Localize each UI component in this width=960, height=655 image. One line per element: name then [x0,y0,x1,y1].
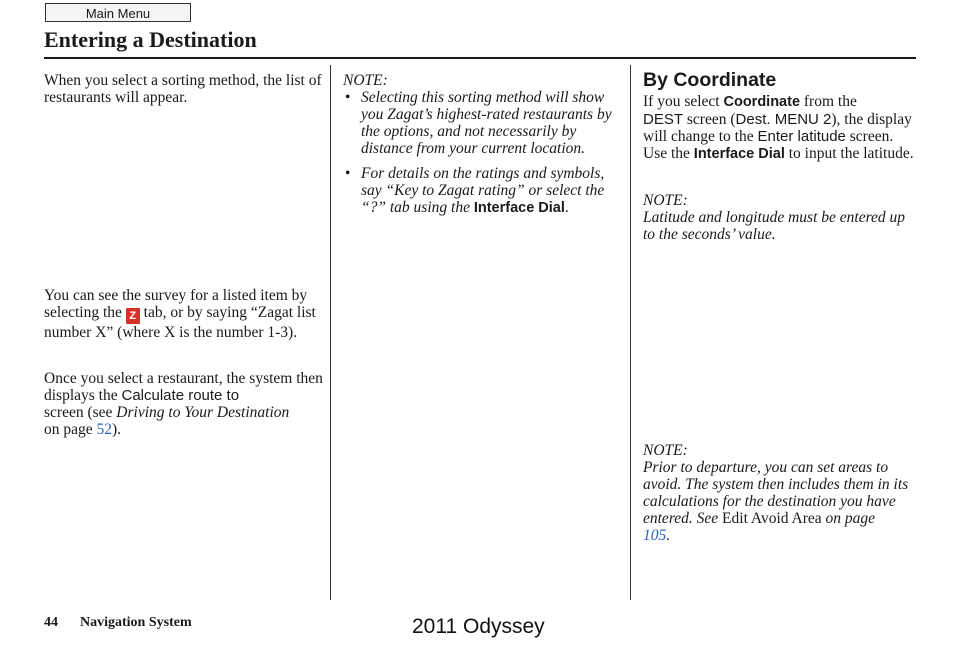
col3-note-1 [643,192,918,243]
col3-note-1-label: NOTE: [643,192,688,209]
calculate-route-label: Calculate route to [121,387,240,404]
column-divider-1 [330,65,331,600]
interface-dial-label-2: Interface Dial [693,146,785,162]
col1-paragraph-2: You can see the survey for a listed item by selecting the Z tab, or by saying “Zagat list number X” (where X is the number 1-3). [44,287,316,341]
footer-section: Navigation System [80,615,192,630]
col3-note-1-text: Latitude and longitude must be entered up to the seconds’ value. [643,209,906,243]
col3-note-2-label: NOTE: [643,442,688,459]
enter-latitude-label: Enter latitude [757,128,846,145]
col3-note-2: NOTE: Prior to departure, you can set areas to avoid. The system then includes them in its calculations for the destination you have entered. See Edit Avoid Area on page 105. [643,442,918,544]
dest-menu-2-label: Dest. MENU 2 [735,111,832,128]
page-link-52[interactable]: 52 [96,421,113,438]
page-title: Entering a Destination [44,27,257,52]
column-divider-2 [630,65,631,600]
note-bullet-2: • For details on the ratings and symbols, say “Key to Zagat rating” or select the “?” tab using the Interface Dial. [343,165,618,217]
col2-note-label: NOTE: [343,72,388,89]
page-number: 44 [44,615,58,630]
col1-paragraph-3: Once you select a restaurant, the system then displays the Calculate route to screen (see Driving to Your Destination on page 52). [44,370,323,438]
interface-dial-label: Interface Dial [473,200,565,216]
col3-paragraph-1: If you select Coordinate from the DEST screen (Dest. MENU 2), the display will change to the Enter latitude screen. Use the Interface Dial to input the latitude. [643,93,914,162]
section-heading: By Coordinate [643,69,777,91]
main-menu-button[interactable]: Main Menu [45,3,191,22]
title-rule [44,57,916,59]
coordinate-label: Coordinate [723,94,801,110]
dest-label: DEST [643,111,684,128]
zagat-tab-icon: Z [126,308,140,324]
col2-note-block [343,72,618,225]
note-bullet-1: • Selecting this sorting method will show you Zagat’s highest-rated restaurants by the options, and not necessarily by distance from your current location. [343,89,618,157]
edit-avoid-area-ref: Edit Avoid Area [722,510,822,527]
page-link-105[interactable]: 105 [643,527,667,544]
col1-paragraph-1: When you select a sorting method, the list of restaurants will appear. [44,72,322,106]
model-watermark: 2011 Odyssey [412,615,545,638]
driving-ref: Driving to Your Destination [116,404,290,421]
